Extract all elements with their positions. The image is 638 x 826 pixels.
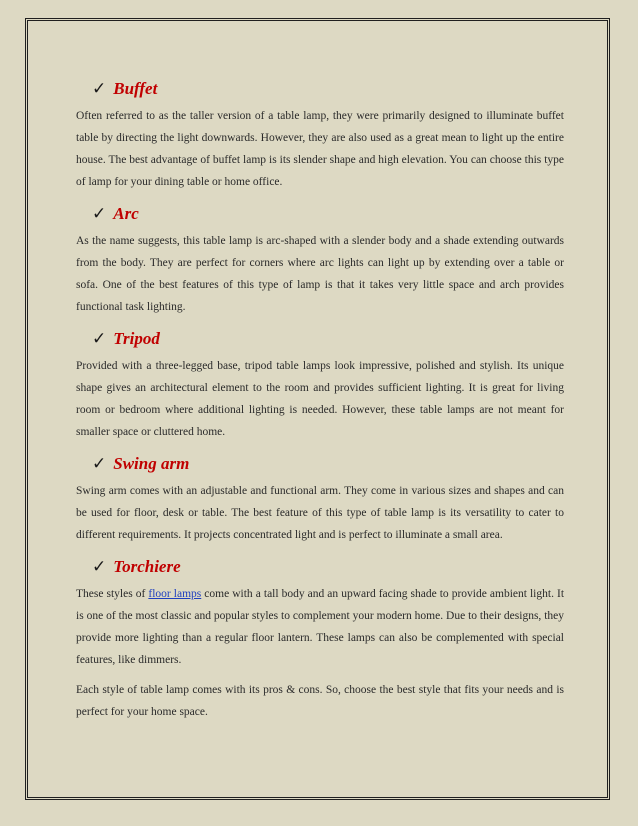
section-paragraph-buffet: Often referred to as the taller version of a table lamp, they were primarily designed to illuminate buffet table by directing the light downwards. However, they are also used as a great mean to light up the entire house. The best advantage of buffet lamp is its slender shape and high elevation. You can choose this type of lamp for your dining table or home office. bbox=[76, 110, 564, 188]
section-title: Tripod bbox=[113, 329, 160, 348]
section-title: Buffet bbox=[113, 79, 158, 98]
section-heading-buffet bbox=[92, 76, 564, 102]
floor-lamps-link[interactable]: floor lamps bbox=[148, 588, 202, 600]
checkmark-icon: ✓ bbox=[92, 557, 107, 577]
section-heading-arc bbox=[92, 201, 564, 227]
closing-paragraph: Each style of table lamp comes with its pros & cons. So, choose the best style that fits your needs and is perfect for your home space. bbox=[76, 684, 564, 718]
checkmark-icon: ✓ bbox=[92, 204, 107, 224]
section-heading-swing-arm bbox=[92, 451, 564, 477]
section-title: Arc bbox=[113, 204, 139, 223]
section-paragraph-swing-arm: Swing arm comes with an adjustable and functional arm. They come in various sizes and shapes and can be used for floor, desk or table. The best feature of this type of table lamp is its versatility to cater to different requirements. It projects concentrated light and is perfect to illuminate a small area. bbox=[76, 485, 564, 541]
checkmark-icon: ✓ bbox=[92, 79, 107, 99]
section-heading-torchiere bbox=[92, 554, 564, 580]
section-paragraph-tripod: Provided with a three-legged base, tripod table lamps look impressive, polished and stylish. Its unique shape gives an architectural element to the room and provides sufficient lighting. It is great for living room or bedroom where additional lighting is needed. However, these table lamps are not meant for smaller space or cluttered home. bbox=[76, 360, 564, 438]
section-paragraph-torchiere bbox=[76, 583, 564, 671]
section-title: Torchiere bbox=[113, 557, 181, 576]
section-heading-tripod bbox=[92, 326, 564, 352]
checkmark-icon: ✓ bbox=[92, 329, 107, 349]
page-content bbox=[76, 76, 564, 723]
section-title: Swing arm bbox=[113, 454, 190, 473]
checkmark-icon: ✓ bbox=[92, 454, 107, 474]
section-paragraph-arc: As the name suggests, this table lamp is arc-shaped with a slender body and a shade extending outwards from the body. They are perfect for corners where arc lights can light up by extending over a table or sofa. One of the best features of this type of lamp is that it takes very little space and arch provides functional task lighting. bbox=[76, 235, 564, 313]
paragraph-text: These styles of bbox=[76, 588, 149, 600]
paragraph-text: come with a tall body and an upward facing shade to provide ambient light. It is one of the most classic and popular styles to complement your modern home. Due to their designs, they provide more lighting than a regular floor lantern. These lamps can also be complemented with special features, like dimmers. bbox=[76, 588, 565, 666]
